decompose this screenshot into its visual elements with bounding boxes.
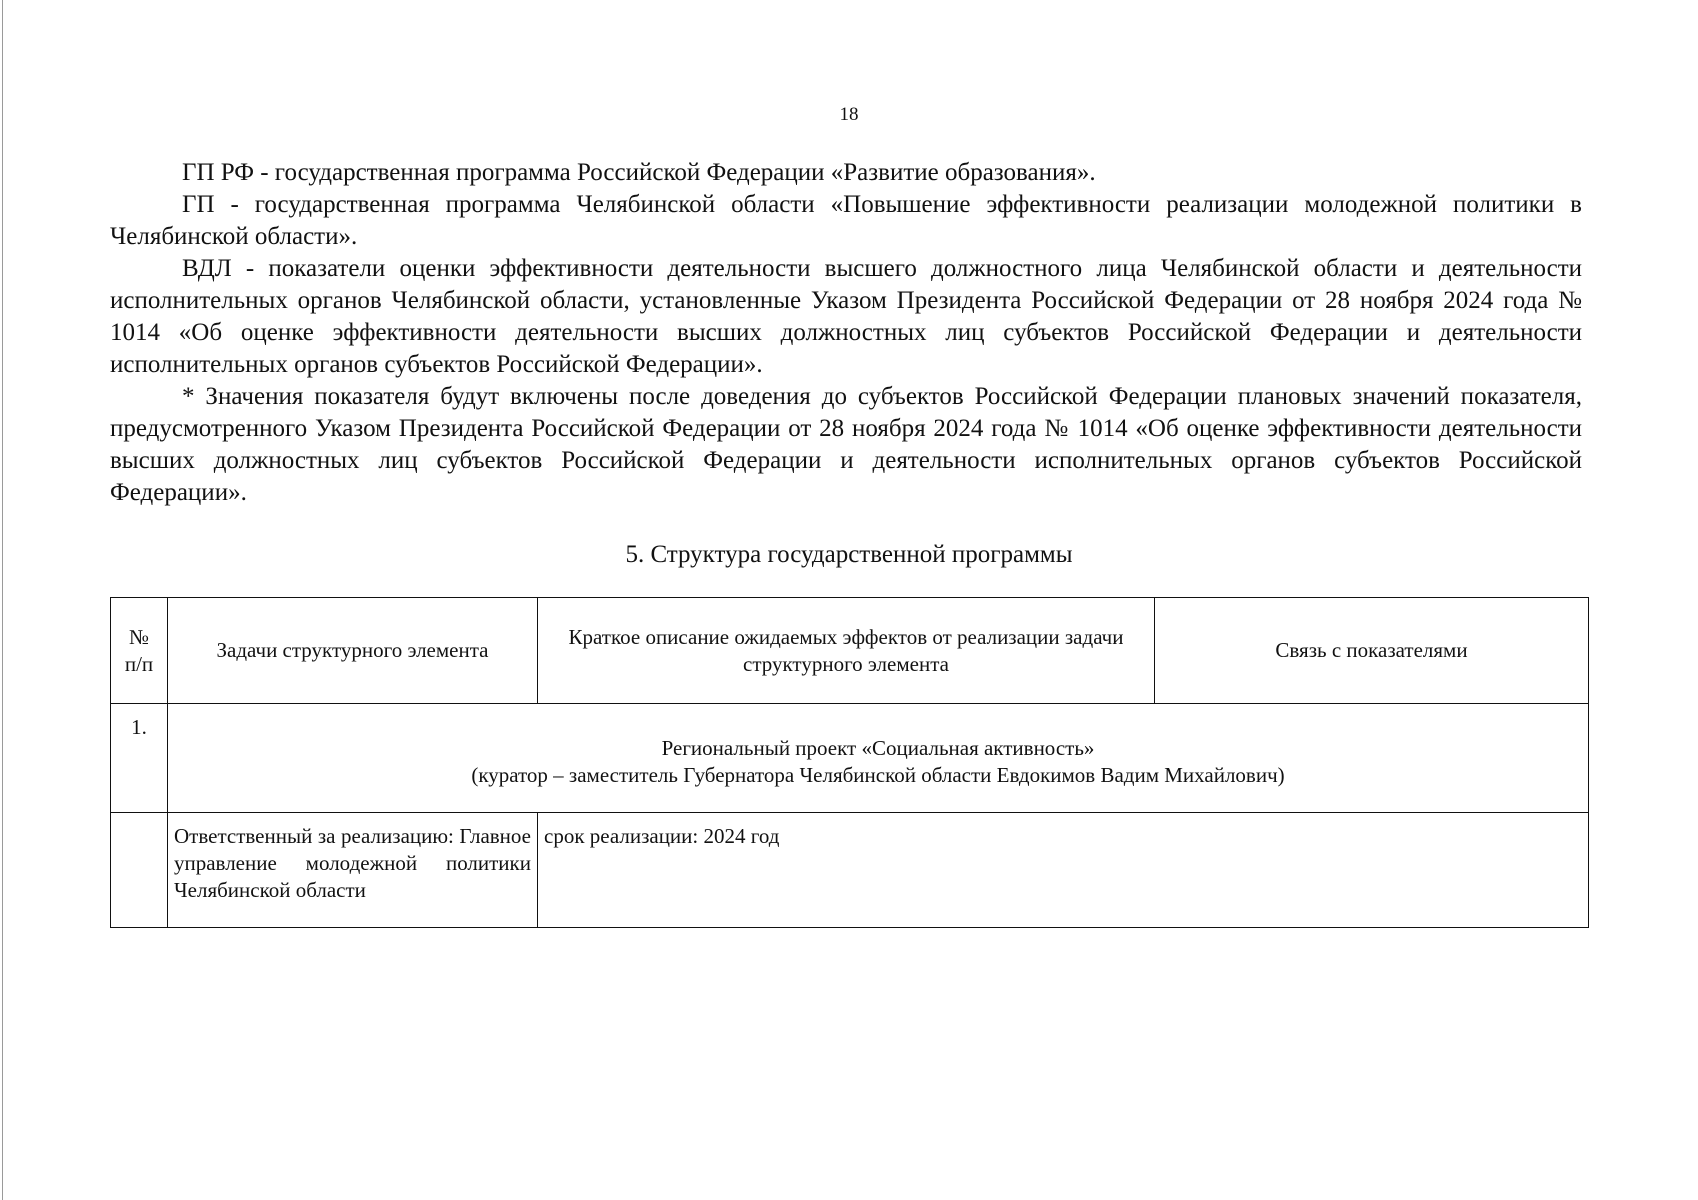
header-number-sign: № (128, 624, 150, 649)
page-scan-edge (2, 0, 3, 1200)
header-indicators: Связь с показателями (1155, 598, 1589, 704)
header-number (111, 598, 168, 704)
table-row (111, 704, 1589, 813)
project-title: Региональный проект «Социальная активность» (661, 736, 1095, 760)
project-cell (168, 704, 1589, 813)
header-description: Краткое описание ожидаемых эффектов от реализации задачи структурного элемента (538, 598, 1155, 704)
note-vdl: ВДЛ - показатели оценки эффективности деятельности высшего должностного лица Челябинской области и деятельности исполнительных органов Челябинской области, установленные Указом Президента Российской Федерации от 28 ноября 2024 года № 1014 «Об оценке эффективности деятельности высших должностных лиц субъектов Российской Федерации и деятельности исполнительных органов субъектов Российской Федерации». (110, 255, 1582, 378)
term-cell: срок реализации: 2024 год (538, 813, 1589, 928)
row-number: 1. (111, 704, 168, 813)
abbreviation-notes (110, 157, 1582, 509)
section-title: 5. Структура государственной программы (625, 541, 1073, 568)
table-header-row (111, 598, 1589, 704)
project-curator: (куратор – заместитель Губернатора Челябинской области Евдокимов Вадим Михайлович) (471, 763, 1285, 787)
note-asterisk: * Значения показателя будут включены после доведения до субъектов Российской Федерации плановых значений показателя, предусмотренного Указом Президента Российской Федерации от 28 ноября 2024 года № 1014 «Об оценке эффективности деятельности высших должностных лиц субъектов Российской Федерации и деятельности исполнительных органов субъектов Российской Федерации». (110, 383, 1582, 506)
program-structure-table (110, 597, 1589, 928)
empty-number-cell (111, 813, 168, 928)
note-gp-rf: ГП РФ - государственная программа Российской Федерации «Развитие образования». (182, 159, 1096, 186)
header-number-abbr: п/п (124, 651, 154, 676)
page-number: 18 (839, 104, 859, 125)
responsible-cell: Ответственный за реализацию: Главное управление молодежной политики Челябинской области (168, 813, 538, 928)
header-task: Задачи структурного элемента (168, 598, 538, 704)
note-gp: ГП - государственная программа Челябинской области «Повышение эффективности реализации молодежной политики в Челябинской области». (110, 191, 1582, 250)
table-row (111, 813, 1589, 928)
